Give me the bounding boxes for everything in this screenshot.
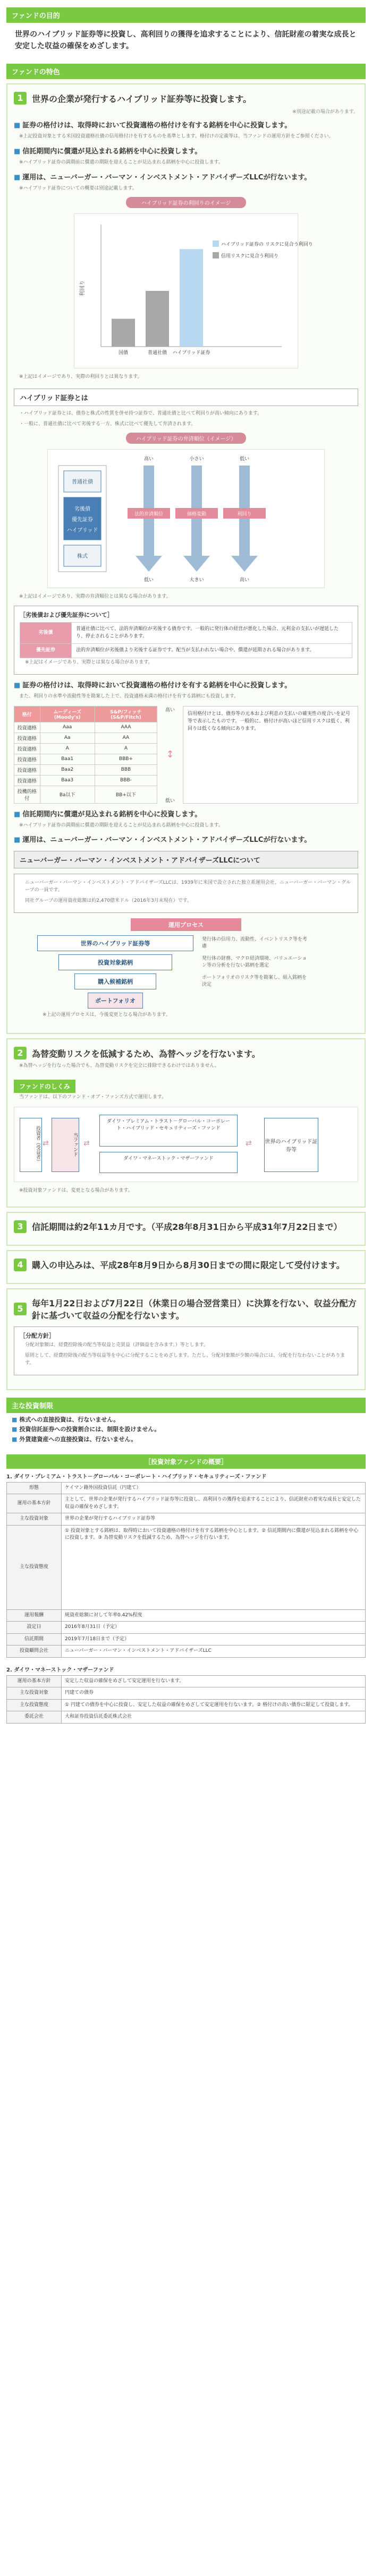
risk-header: 主な投資制限 (6, 1398, 366, 1413)
feature-2 (6, 1038, 366, 1208)
svg-text:低い: 低い (143, 577, 154, 583)
manager-text-1: ニューバーガー・バーマン・インベストメント・アドバイザーズLLCは、1939年に米国で設立された独立系運用会社、ニューバーガー・バーマン・グループの一員です。 (25, 880, 351, 893)
process-note: 発行体の財務、マクロ経済環境、バリュエーション等の分析を行ない銘柄を選定 (202, 955, 307, 969)
rating-cell: A (95, 743, 157, 754)
manager-text-2: 同社グループの運用資産総額は約2,470億米ドル（2016年3月末現在）です。 (25, 898, 192, 904)
fund-row (7, 1609, 366, 1622)
rating-area (14, 706, 358, 804)
fund-key: 主な投資対象 (7, 1687, 62, 1700)
rating-cell: AAA (95, 722, 157, 733)
legend-swatch-hybrid (213, 240, 219, 247)
fund-value: ニューバーガー・バーマン・インベストメント・アドバイザーズLLC (62, 1645, 366, 1658)
distribution-title: ［分配方針］ (20, 1332, 55, 1339)
manager-title: ニューバーガー・バーマン・インベストメント・アドバイザーズLLCについて (14, 851, 358, 868)
feature-title: 信託期間は約2年11カ月です。（平成28年8月31日から平成31年7月22日まで） (32, 1222, 342, 1233)
bullet-maturity-desc: ※ハイブリッド証券の満期前に償還の期限を迎えることが見込まれる銘柄を中心に投資します。 (19, 160, 223, 165)
fund-key: 形態 (7, 1482, 62, 1494)
rating-cell: 投資適格 (14, 754, 40, 764)
x-tick-label: ハイブリッド証券 (172, 350, 210, 356)
svg-text:劣後債: 劣後債 (74, 506, 90, 512)
mechanism-diagram (14, 1107, 358, 1182)
notes-table (20, 622, 352, 658)
fund-value: ① 投資対象とする銘柄は、取得時において投資適格の格付けを有する銘柄を中心とします。② 信託期間内に償還が見込まれる銘柄を中心に投資します。③ 為替変動リスクを低減するため、為替ヘッジを行ないます。 (62, 1525, 366, 1609)
chart-bar (146, 291, 169, 347)
bullet-manager-2: ■ 運用は、ニューバーガー・バーマン・インベストメント・アドバイザーズLLCが行ないます。 (14, 835, 358, 846)
notes-label: 優先証券 (20, 644, 72, 658)
svg-text:普通社債: 普通社債 (72, 479, 93, 485)
fund-key: 信託期間 (7, 1633, 62, 1645)
rating-row (14, 764, 157, 775)
mechanism-title: ファンドのしくみ (14, 1080, 75, 1093)
rating-row (14, 722, 157, 733)
rating-cell: 投資適格 (14, 722, 40, 733)
rating-cell: 投資適格 (14, 764, 40, 775)
hybrid-desc-1: ・ハイブリッド証券とは、債券と株式の性質を併せ持つ証券で、普通社債と比べて利回りが高い傾向にあります。 (19, 410, 263, 416)
svg-text:株式: 株式 (77, 553, 88, 559)
fund-value: 2019年7月18日まで（予定） (62, 1633, 366, 1645)
process-title: 運用プロセス (131, 918, 241, 931)
feature-desc: ※為替ヘッジを行なった場合でも、為替変動リスクを完全に排除できるわけではありません。 (19, 1063, 219, 1069)
rating-low-label: 低い (165, 798, 175, 804)
rating-high-label: 高い (165, 707, 175, 713)
feature-title: 毎年1月22日および7月22日（休業日の場合翌営業日）に決算を行ない、収益分配方針に基づいて収益の分配を行ないます。 (32, 1298, 357, 1321)
feature-note: ※別途記載の場合があります。 (292, 109, 358, 115)
rating-header: ムーディーズ(Moody's) (40, 706, 95, 722)
feature-5 (6, 1288, 366, 1390)
process-step: ポートフォリオ (88, 993, 143, 1009)
process-step: 世界のハイブリッド証券等 (37, 935, 193, 951)
svg-text:高い: 高い (143, 456, 154, 462)
fund-key: 設定日 (7, 1622, 62, 1634)
legend-swatch-credit (213, 252, 219, 259)
fund1-table (6, 1482, 366, 1658)
notes-row (20, 623, 352, 644)
fund-value: 純資産総額に対して年率0.42%程度 (62, 1609, 366, 1622)
x-tick-label: 国債 (118, 350, 129, 356)
priority-diagram (47, 449, 325, 588)
hybrid-title: ハイブリッド証券とは (14, 389, 358, 406)
feature-title: 世界の企業が発行するハイブリッド証券等に投資します。 (32, 93, 251, 104)
svg-text:ハイブリッド: ハイブリッド (66, 527, 98, 533)
fund-value: ① 円建ての債券を中心に投資し、安定した収益の確保をめざして安定運用を行ないます。② 格付けの高い債券に限定して投資します。 (62, 1699, 366, 1711)
feature-3 (6, 1212, 366, 1246)
fund1-name: 1. ダイワ・プレミアム・トラスト－グローバル・コーポレート・ハイブリッド・セキュリティーズ・ファンド (6, 1474, 267, 1480)
chart-bar (112, 318, 135, 347)
bullet-maturity: ■ 信託期間内に償還が見込まれる銘柄を中心に投資します。 (14, 147, 358, 157)
fund-row (7, 1687, 366, 1700)
rating-row (14, 733, 157, 743)
rating-header: 格付 (14, 706, 40, 722)
fund-row (7, 1482, 366, 1494)
manager-box (14, 874, 358, 913)
fund-key: 運用の基本方針 (7, 1675, 62, 1687)
svg-text:法的弁済順位: 法的弁済順位 (134, 511, 164, 517)
rating-table (14, 706, 157, 804)
svg-text:高い: 高い (239, 577, 250, 583)
notes-text: 法的弁済順位が劣後債より劣後する証券です。配当が支払われない場合や、償還が延期される場合があります。 (72, 644, 352, 658)
hybrid-desc-2: ・一般に、普通社債に比べて劣後する一方、株式に比べて優先して弁済されます。 (19, 421, 196, 427)
svg-text:大きい: 大きい (189, 577, 204, 583)
process-step: 購入候補銘柄 (74, 973, 156, 989)
fund2-table (6, 1675, 366, 1724)
hybrid-caption: ハイブリッド証券の弁済順位（イメージ） (126, 433, 246, 444)
fund-value: 2016年8月31日（予定） (62, 1622, 366, 1634)
risk-item: ■ 投資信託証券への投資割合には、制限を設けません。 (12, 1425, 366, 1435)
fund2-name: 2. ダイワ・マネーストック・マザーファンド (6, 1667, 114, 1673)
fund-value: 世界の企業が発行するハイブリッド証券等 (62, 1513, 366, 1526)
fund-key: 主な投資態度 (7, 1699, 62, 1711)
rating-row (14, 775, 157, 786)
y-axis-label: 利回り (80, 280, 86, 296)
fund-row (7, 1645, 366, 1658)
process-step: 投資対象銘柄 (58, 954, 172, 970)
legend-credit: 信用リスクに見合う利回り (221, 253, 278, 259)
risk-item: ■ 外貨建資産への直接投資は、行ないません。 (12, 1435, 366, 1445)
bullet-manager: ■ 運用は、ニューバーガー・バーマン・インベストメント・アドバイザーズLLCが行ないます。 (14, 173, 358, 183)
fund-row (7, 1699, 366, 1711)
rating-row (14, 754, 157, 764)
fund-box: 当ファンド (52, 1118, 79, 1172)
yield-chart (74, 213, 313, 368)
svg-text:小さい: 小さい (189, 456, 204, 462)
investor-box: 投資者（受益者） (20, 1118, 42, 1172)
rating-cell: Baa3 (40, 775, 95, 786)
feature-1 (6, 83, 366, 1034)
risk-item: ■ 株式への直接投資は、行ないません。 (12, 1415, 366, 1425)
rating-cell: BBB+ (95, 754, 157, 764)
feature-title: 為替変動リスクを低減するため、為替ヘッジを行ないます。 (32, 1048, 260, 1059)
arrow-icon: ↕ (166, 749, 174, 761)
fund-row (7, 1513, 366, 1526)
feature-number: 4 (14, 1259, 27, 1271)
distribution-item: 分配対象額は、経費控除後の配当等収益と売買益（評価益を含みます。）等とします。 (25, 1342, 209, 1348)
legend-hybrid: ハイブリッド証券の リスクに見合う利回り (221, 242, 313, 247)
inv-fund-box: ダイワ・マネーストック・マザーファンド (99, 1152, 238, 1173)
fund-key: 投資顧問会社 (7, 1645, 62, 1658)
feature-number: 2 (14, 1047, 27, 1059)
notes-footnote: ※上記はイメージであり、実際とは異なる場合があります。 (25, 659, 153, 665)
fund-key: 主な投資対象 (7, 1513, 62, 1526)
rating-cell: 投機的格付 (14, 786, 40, 803)
bullet-maturity-desc-2: ※ハイブリッド証券の満期前に償還の期限を迎えることが見込まれる銘柄を中心に投資します。 (19, 822, 223, 828)
fund-row (7, 1675, 366, 1687)
rating-cell: 投資適格 (14, 775, 40, 786)
fund-summary-title: ［投資対象ファンドの概要］ (6, 1454, 366, 1469)
rating-cell: BB+以下 (95, 786, 157, 803)
feature-4 (6, 1250, 366, 1284)
process-note: 発行体の信用力、流動性、イベントリスク等を考慮 (202, 936, 307, 950)
rating-cell: A (40, 743, 95, 754)
fund-row (7, 1633, 366, 1645)
distribution-box (14, 1326, 358, 1375)
rating-cell: Aaa (40, 722, 95, 733)
purpose-header: ファンドの目的 (6, 7, 366, 23)
arrow-icon: ⇄ (83, 1139, 90, 1148)
yield-chart-svg (74, 214, 313, 368)
bullet-rating-desc: ※上記投資対象とする米国投資適格社債の信用格付けを有するものを基準とします。格付けの定義等は、当ファンドの運用方針をご参照ください。 (19, 134, 334, 140)
svg-text:優先証券: 優先証券 (72, 516, 93, 523)
rating-cell: BBB (95, 764, 157, 775)
fund-row (7, 1622, 366, 1634)
market-box: 世界のハイブリッド証券等 (264, 1118, 318, 1172)
chart-caption: ハイブリッド証券の利回りのイメージ (126, 197, 246, 208)
fund-row (7, 1525, 366, 1609)
mechanism-desc: 当ファンドは、以下のファンド・オブ・ファンズ方式で運用します。 (19, 1095, 167, 1100)
notes-row (20, 644, 352, 658)
rating-row (14, 743, 157, 754)
ratings-desc: また、利回りの水準や流動性等を勘案した上で、投資適格未満の格付けを有する銘柄にも投資します。 (19, 693, 239, 699)
rating-cell: BBB- (95, 775, 157, 786)
diagram-note: ※上記はイメージであり、実際の弁済順位とは異なる場合があります。 (19, 593, 171, 599)
rating-cell: Baa1 (40, 754, 95, 764)
notes-title: ［劣後債および優先証券について］ (20, 611, 113, 619)
rating-cell: 投資適格 (14, 743, 40, 754)
fund-value: 主として、世界の企業が発行するハイブリッド証券等に投資し、高利回りの獲得を追求することにより、信託財産の着実な成長と安定した収益の確保をめざします。 (62, 1494, 366, 1513)
target-fund-box: ダイワ・プレミアム・トラスト－グローバル・コーポレート・ハイブリッド・セキュリティーズ・ファンド (99, 1115, 238, 1147)
fund-value: 大和証券投資信託委託株式会社 (62, 1711, 366, 1724)
ratings-title: ■ 証券の格付けは、取得時において投資適格の格付けを有する銘柄を中心に投資します。 (14, 681, 358, 691)
process-note: ポートフォリオのリスク等を勘案し、組入銘柄を決定 (202, 975, 307, 988)
fund-value: 円建ての債券 (62, 1687, 366, 1700)
chart-note: ※上記はイメージであり、実際の利回りとは異なります。 (19, 374, 142, 380)
fund-key: 運用報酬 (7, 1609, 62, 1622)
fund-key: 主な投資態度 (7, 1525, 62, 1609)
svg-text:価格変動: 価格変動 (187, 511, 207, 517)
feature-number: 1 (14, 92, 27, 105)
feature-title: 購入の申込みは、平成28年8月9日から8月30日までの間に限定して受付けます。 (32, 1260, 345, 1271)
fund-key: 委託会社 (7, 1711, 62, 1724)
feature-number: 5 (14, 1303, 27, 1315)
feature-number: 3 (14, 1220, 27, 1233)
rating-description: 信用格付けとは、債券等の元本および利息の支払いの確実性の度合いを記号等で表示したものです。一般的に、格付けが高いほど信用リスクは低く、利回りは低くなる傾向にあります。 (183, 706, 358, 804)
rating-cell: AA (95, 733, 157, 743)
notes-label: 劣後債 (20, 623, 72, 644)
fund-row (7, 1711, 366, 1724)
notes-box (14, 606, 358, 674)
svg-text:低い: 低い (239, 456, 250, 462)
features-header: ファンドの特色 (6, 64, 366, 79)
arrow-icon: ⇄ (43, 1139, 49, 1148)
mechanism-note: ※投資対象ファンドは、変更となる場合があります。 (19, 1187, 133, 1193)
fund-key: 運用の基本方針 (7, 1494, 62, 1513)
fund-row (7, 1494, 366, 1513)
x-tick-label: 普通社債 (147, 350, 167, 356)
bullet-rating: ■ 証券の格付けは、取得時において投資適格の格付けを有する銘柄を中心に投資します。 (14, 121, 358, 131)
process-diagram (37, 918, 335, 1019)
arrow-icon: ⇄ (246, 1139, 252, 1148)
rating-header: S&P/フィッチ(S&P/Fitch) (95, 706, 157, 722)
rating-row (14, 786, 157, 803)
svg-text:利回り: 利回り (237, 511, 252, 517)
process-footnote: ※上記の運用プロセスは、今後変更となる場合があります。 (43, 1012, 171, 1018)
rating-cell: Baa2 (40, 764, 95, 775)
risk-list (12, 1415, 366, 1445)
distribution-item: 原則として、経費控除後の配当等収益等を中心に分配することをめざします。ただし、分配対象額が少額の場合には、分配を行なわないことがあります。 (25, 1352, 345, 1366)
rating-cell: Ba以下 (40, 786, 95, 803)
chart-bar (180, 249, 203, 347)
fund-value: ケイマン籍外国投資信託（円建て） (62, 1482, 366, 1494)
rating-cell: 投資適格 (14, 733, 40, 743)
bullet-maturity-2: ■ 信託期間内に償還が見込まれる銘柄を中心に投資します。 (14, 810, 358, 820)
fund-value: 安定した収益の確保をめざして安定運用を行ないます。 (62, 1675, 366, 1687)
notes-text: 普通社債に比べて、法的弁済順位が劣後する債券です。一般的に発行体の経営が悪化した場合、元利金の支払いが遅延したり、停止されることがあります。 (72, 623, 352, 644)
rating-cell: Aa (40, 733, 95, 743)
bullet-manager-desc: ※ハイブリッド証券についての概要は別途記載します。 (19, 185, 137, 191)
purpose-text: 世界のハイブリッド証券等に投資し、高利回りの獲得を追求することにより、信託財産の着実な成長と安定した収益の確保をめざします。 (15, 30, 357, 50)
